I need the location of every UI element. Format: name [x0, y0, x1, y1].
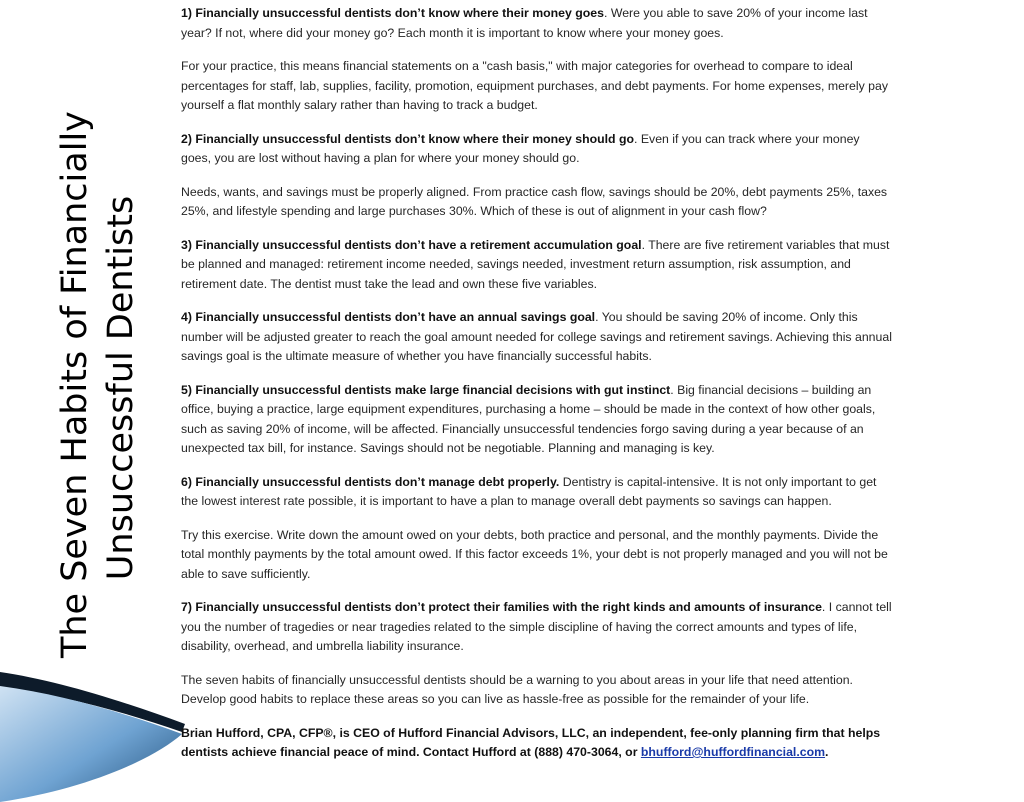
paragraph: [181, 236, 893, 295]
article-body: [181, 4, 893, 777]
paragraph-text: Try this exercise. Write down the amount owed on your debts, both practice and personal, and the monthly payments. Divide the total monthly payments by the total amount owed. If this factor exceeds 1%, your debt is not properly managed and you will not be able to save sufficiently.: [181, 527, 888, 581]
paragraph-list: [181, 4, 893, 710]
paragraph-text: . Even if you can track where your money goes, you are lost without having a plan for where your money should go.: [181, 131, 860, 165]
title-line-1: The Seven Habits of Financially: [55, 111, 95, 658]
paragraph: [181, 4, 893, 43]
signature-end: .: [825, 745, 829, 759]
paragraph-text: . You should be saving 20% of income. Only this number will be adjusted greater to reach the goal amount needed for college savings and retirement savings. Achieving this annual savings goal is the ultimate measure of whether you have financially successful habits.: [181, 310, 892, 363]
paragraph-heading: 6) Financially unsuccessful dentists don’t manage debt properly.: [181, 474, 560, 489]
paragraph: [181, 671, 893, 710]
decorative-swoosh: [0, 672, 190, 802]
paragraph: [181, 598, 893, 657]
paragraph-heading: 7) Financially unsuccessful dentists don’t protect their families with the right kinds and amounts of insurance: [181, 600, 822, 614]
email-link[interactable]: bhufford@huffordfinancial.com: [640, 745, 826, 759]
slide-title-text: [52, 111, 144, 658]
paragraph: [181, 308, 893, 367]
paragraph-text: . Big financial decisions – building an office, buying a practice, large equipment expenditures, purchasing a home – should be made in the context of how other goals, such as saving 20% of income, will be affected. Financially unsuccessful tendencies forgo saving during a year because of an unexpected tax bill, for instance. Savings should not be negotiable. Planning and managing is key.: [181, 382, 876, 455]
paragraph-heading: 4) Financially unsuccessful dentists don’t have an annual savings goal: [181, 310, 596, 324]
paragraph: [181, 183, 893, 222]
paragraph-text: . Were you able to save 20% of your income last year? If not, where did your money go? Each month it is important to know where your money goes.: [181, 6, 868, 40]
paragraph-text: Needs, wants, and savings must be properly aligned. From practice cash flow, savings should be 20%, debt payments 25%, taxes 25%, and lifestyle spending and large purchases 30%. Which of these is out of alignment in your cash flow?: [181, 184, 888, 218]
slide-title: [52, 111, 144, 658]
paragraph-text: The seven habits of financially unsuccessful dentists should be a warning to you about areas in your life that need attention. Develop good habits to replace these areas so you can live as hassle-free as possible for the remainder of your life.: [181, 672, 853, 706]
paragraph: [181, 473, 893, 512]
paragraph-text: . I cannot tell you the number of tragedies or near tragedies related to the simple discipline of having the correct amounts and types of life, disability, overhead, and umbrella liability insurance.: [181, 600, 892, 653]
paragraph-heading: 3) Financially unsuccessful dentists don’t have a retirement accumulation goal: [181, 237, 642, 252]
paragraph-heading: 5) Financially unsuccessful dentists make large financial decisions with gut instinct: [181, 382, 671, 397]
paragraph-text: Dentistry is capital-intensive. It is not only important to get the lowest interest rate possible, it is important to have a plan to manage overall debt payments so savings can happen.: [181, 474, 877, 508]
paragraph: [181, 130, 893, 169]
paragraph: [181, 381, 893, 459]
signature-text: Brian Hufford, CPA, CFP®, is CEO of Hufford Financial Advisors, LLC, an independent, fee-only planning firm that helps dentists achieve financial peace of mind. Contact Hufford at (888) 470-3064, or: [181, 725, 881, 759]
paragraph: [181, 57, 893, 116]
paragraph-heading: 2) Financially unsuccessful dentists don’t know where their money should go: [181, 131, 635, 146]
paragraph-heading: 1) Financially unsuccessful dentists don’t know where their money goes: [181, 6, 604, 20]
paragraph-text: . There are five retirement variables that must be planned and managed: retirement income needed, savings needed, investment return assumption, risk assumption, and retirement date. The dentist must take the lead and own these five variables.: [181, 237, 890, 291]
title-line-2: Unsuccessful Dentists: [101, 195, 141, 581]
paragraph-text: For your practice, this means financial statements on a "cash basis," with major categories for overhead to compare to ideal percentages for staff, lab, supplies, facility, promotion, equipment purchases, and debt payments. For home expenses, merely pay yourself a flat monthly salary rather than having to track a budget.: [181, 59, 888, 112]
paragraph: [181, 526, 893, 585]
author-signature: [181, 724, 893, 763]
